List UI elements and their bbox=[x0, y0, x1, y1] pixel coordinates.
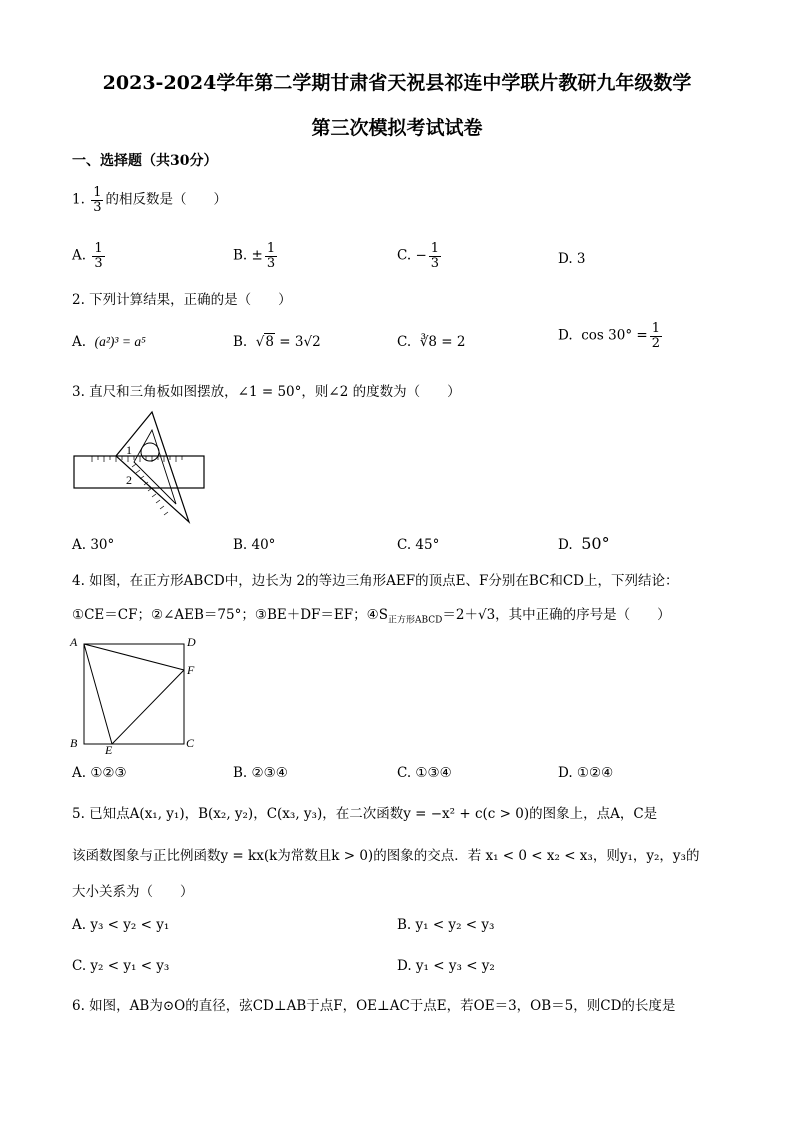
question-2: 2. 下列计算结果，正确的是（ ） bbox=[72, 292, 292, 308]
vertex-a-label: A bbox=[70, 635, 78, 649]
vertex-d-label: D bbox=[187, 635, 196, 649]
square-triangle-figure bbox=[66, 632, 206, 756]
q4-option-a[interactable]: A. ①②③ bbox=[72, 765, 127, 781]
angle-2-label: 2 bbox=[126, 473, 132, 487]
question-4-line1: 4. 如图，在正方形ABCD中，边长为 2的等边三角形AEF的顶点E、F分别在BC和CD上，下列结论： bbox=[72, 573, 679, 589]
vertex-c-label: C bbox=[186, 736, 195, 750]
q1-option-c[interactable]: C. − $\frac{1}{3}$ bbox=[397, 241, 440, 271]
q2-option-b[interactable]: B. √8 = 3√2 bbox=[233, 334, 321, 350]
q5-option-a[interactable]: A. y₃ < y₂ < y₁ bbox=[72, 917, 170, 933]
question-text: 的相反数是（ ） bbox=[105, 191, 227, 208]
q1-option-b[interactable]: B. ± $\frac{1}{3}$ bbox=[233, 241, 276, 271]
q1-option-a[interactable]: A. $\frac{1}{3}$ bbox=[72, 241, 103, 271]
q3-option-c[interactable]: C. 45° bbox=[397, 537, 440, 553]
angle-1-label: 1 bbox=[126, 443, 132, 457]
q2-option-c[interactable]: C. ∛8 = 2 bbox=[397, 334, 466, 350]
question-1 bbox=[72, 186, 227, 214]
q1-option-d[interactable]: D. 3 bbox=[558, 251, 586, 267]
q4-option-d[interactable]: D. ①②④ bbox=[558, 765, 614, 781]
q2-option-d[interactable]: D. cos 30° = $\frac{1}{2}$ bbox=[558, 321, 660, 351]
q4-option-c[interactable]: C. ①③④ bbox=[397, 765, 452, 781]
section-heading: 一、选择题（共30分） bbox=[72, 153, 218, 169]
paper-title-line1: 2023-2024学年第二学期甘肃省天祝县祁连中学联片教研九年级数学 bbox=[102, 72, 692, 94]
q5-option-c[interactable]: C. y₂ < y₁ < y₃ bbox=[72, 958, 170, 974]
q4-option-b[interactable]: B. ②③④ bbox=[233, 765, 288, 781]
q2-option-a[interactable]: A. (a²)³ = a⁵ bbox=[72, 334, 146, 350]
q5-option-b[interactable]: B. y₁ < y₂ < y₃ bbox=[397, 917, 495, 933]
q3-option-a[interactable]: A. 30° bbox=[72, 537, 115, 553]
question-5-line2: 该函数图象与正比例函数y = kx(k为常数且k > 0)的图象的交点．若 x₁ < 0 < x₂ < x₃，则y₁，y₂，y₃的 bbox=[72, 848, 700, 864]
fraction: $\frac{1}{3}$ bbox=[93, 185, 102, 215]
ruler-triangle-figure bbox=[72, 410, 208, 526]
question-3: 3. 直尺和三角板如图摆放，∠1 = 50°，则∠2 的度数为（ ） bbox=[72, 384, 461, 400]
vertex-b-label: B bbox=[70, 736, 78, 750]
question-5-line1: 5. 已知点A(x₁, y₁)，B(x₂, y₂)，C(x₃, y₃)，在二次函数y = −x² + c(c > 0)的图象上，点A，C是 bbox=[72, 806, 658, 822]
vertex-e-label: E bbox=[105, 743, 113, 756]
vertex-f-label: F bbox=[187, 663, 195, 677]
paper-title-line2: 第三次模拟考试试卷 bbox=[311, 117, 483, 139]
question-4-line2: ①CE＝CF；②∠AEB＝75°；③BE＋DF＝EF；$④S_{正方形ABCD}=2+√3$，其中正确的序号是（ ） bbox=[72, 607, 671, 626]
question-6: 6. 如图，AB为⊙O的直径，弦CD⊥AB于点F，OE⊥AC于点E，若OE＝3，OB＝5，则CD的长度是 bbox=[72, 998, 676, 1014]
q3-option-b[interactable]: B. 40° bbox=[233, 537, 276, 553]
question-5-line3: 大小关系为（ ） bbox=[72, 884, 194, 900]
question-number: 1. bbox=[72, 191, 85, 208]
q5-option-d[interactable]: D. y₁ < y₃ < y₂ bbox=[397, 958, 495, 974]
q3-option-d[interactable]: D. 50° bbox=[558, 534, 610, 553]
